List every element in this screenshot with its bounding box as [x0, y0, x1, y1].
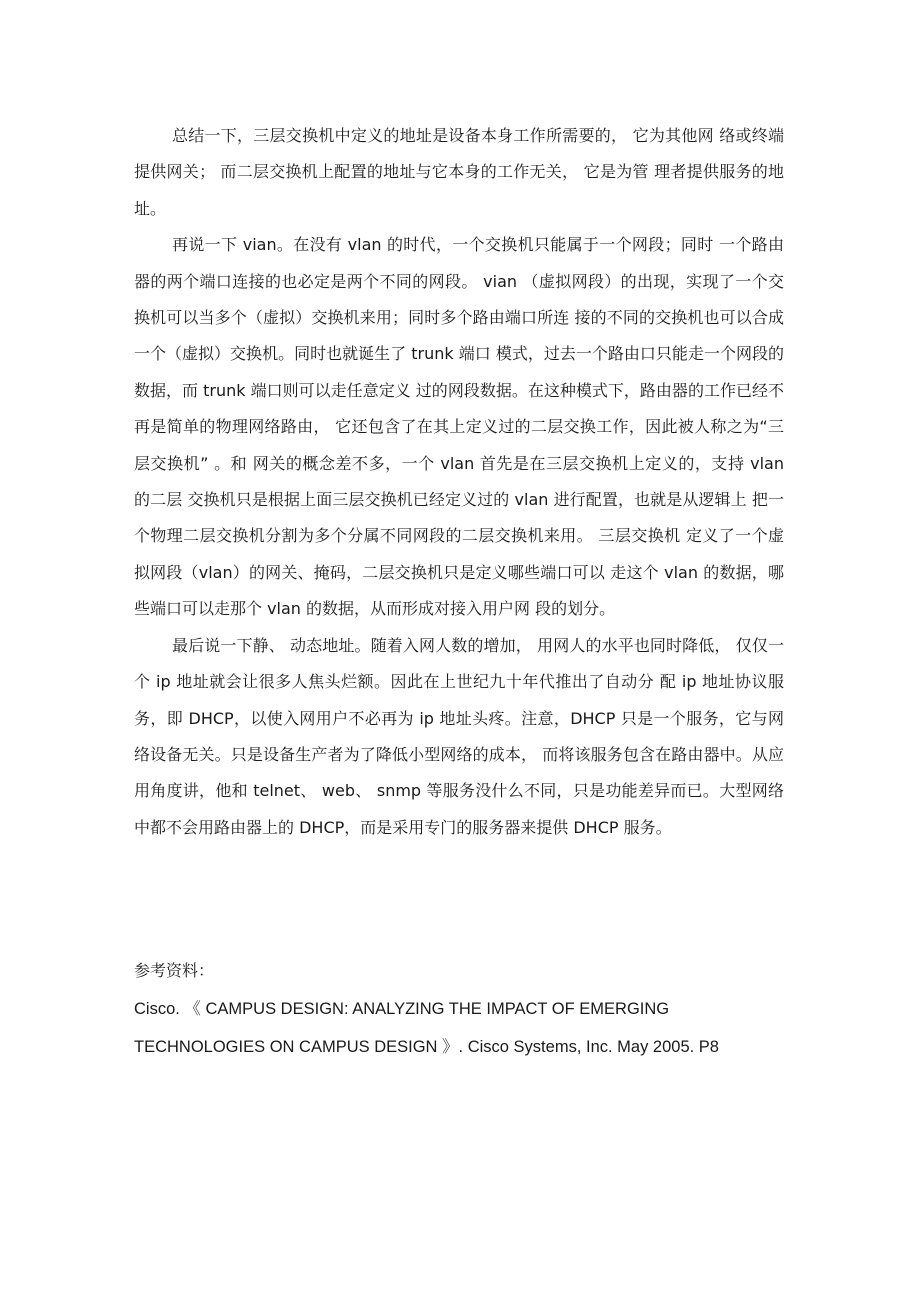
reference-line-2: TECHNOLOGIES ON CAMPUS DESIGN 》. Cisco Systems, Inc. May 2005. P8	[134, 1038, 719, 1056]
references-section	[134, 952, 794, 1066]
reference-line-1: Cisco. 《 CAMPUS DESIGN: ANALYZING THE IMPACT OF EMERGING	[134, 1000, 670, 1018]
body-text	[134, 118, 790, 846]
paragraph-dhcp: 最后说一下静、 动态地址。随着入网人数的增加， 用网人的水平也同时降低， 仅仅一个 ip 地址就会让很多人焦头烂额。因此在上世纪九十年代推出了自动分 配 ip 地址协议服务，即 DHCP，以使入网用户不必再为 ip 地址头疼。注意，DHCP 只是一个服务，它与网络设备无关。只是设备生产者为了降低小型网络的成本， 而将该服务包含在路由器中。从应用角度讲，他和 telnet、 web、 snmp 等服务没什么不同，只是功能差异而已。大型网络中都不会用路由器上的 DHCP，而是采用专门的服务器来提供 DHCP 服务。	[134, 635, 784, 837]
paragraph-summary: 总结一下，三层交换机中定义的地址是设备本身工作所需要的， 它为其他网 络或终端提供网关； 而二层交换机上配置的地址与它本身的工作无关， 它是为管 理者提供服务的地址。	[134, 126, 784, 218]
references-label: 参考资料：	[134, 961, 215, 980]
paragraph-vlan: 再说一下 vian。在没有 vlan 的时代，一个交换机只能属于一个网段；同时 一个路由器的两个端口连接的也必定是两个不同的网段。 vian （虚拟网段）的出现，实现了一个交换机可以当多个（虚拟）交换机来用；同时多个路由端口所连 接的不同的交换机也可以合成一个（虚拟）交换机。同时也就诞生了 trunk 端口 模式，过去一个路由口只能走一个网段的数据，而 trunk 端口则可以走任意定义 过的网段数据。在这种模式下，路由器的工作已经不再是简单的物理网络路由， 它还包含了在其上定义过的二层交换工作，因此被人称之为“三层交换机” 。和 网关的概念差不多，一个 vlan 首先是在三层交换机上定义的，支持 vlan 的二层 交换机只是根据上面三层交换机已经定义过的 vlan 进行配置，也就是从逻辑上 把一个物理二层交换机分割为多个分属不同网段的二层交换机来用。 三层交换机 定义了一个虚拟网段（vlan）的网关、掩码，二层交换机只是定义哪些端口可以 走这个 vlan 的数据，哪些端口可以走那个 vlan 的数据，从而形成对接入用户网 段的划分。	[134, 235, 790, 619]
